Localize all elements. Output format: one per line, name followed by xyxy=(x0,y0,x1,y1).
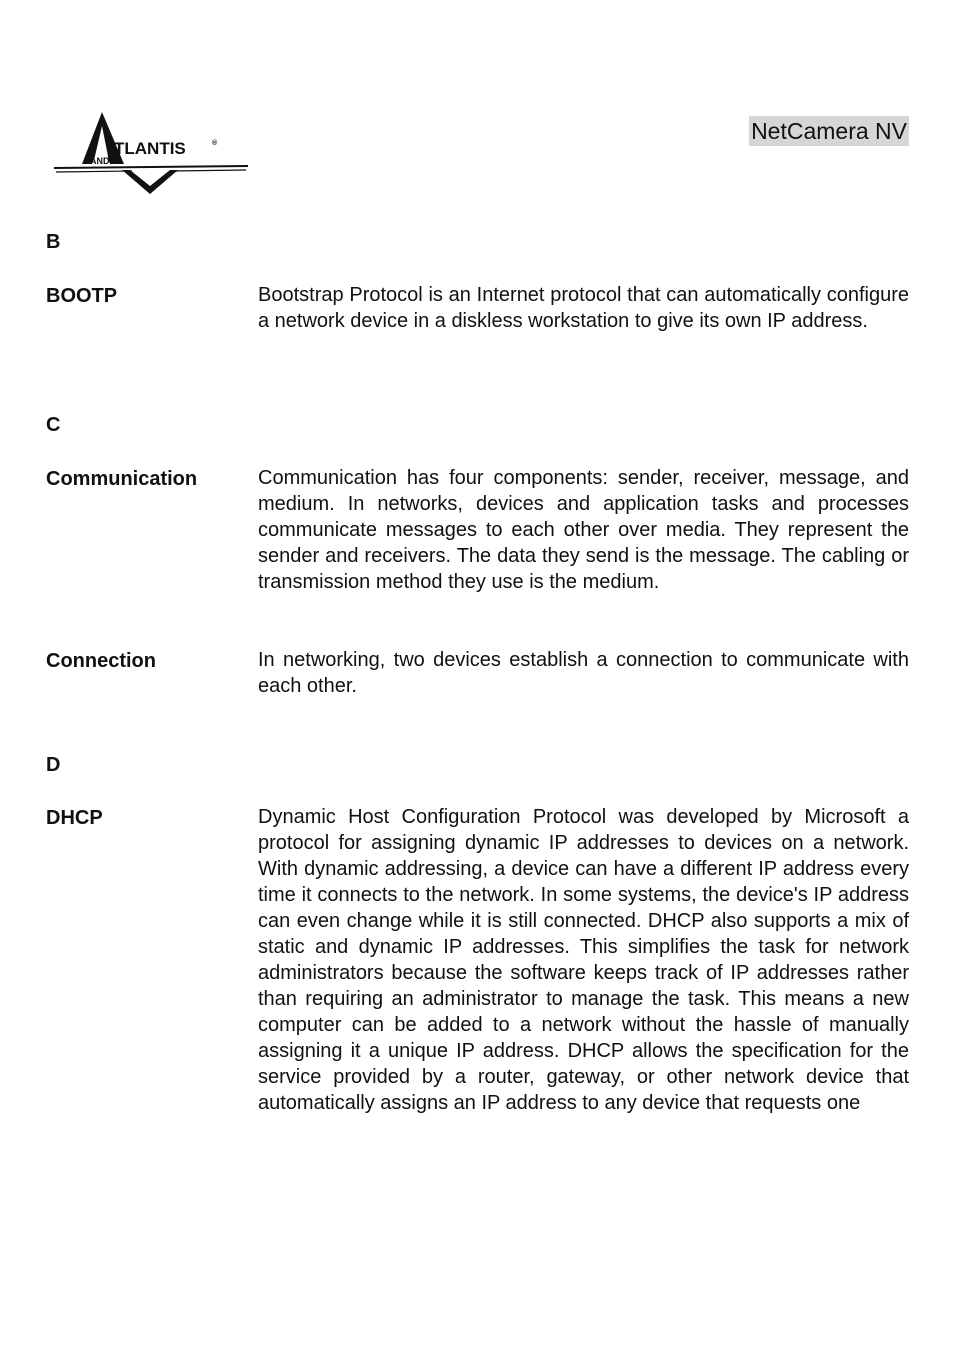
atlantis-land-logo xyxy=(52,108,250,200)
glossary-term-dhcp: DHCP xyxy=(46,807,103,829)
logo-text: TLANTIS xyxy=(114,139,186,158)
glossary-definition-dhcp: Dynamic Host Configuration Protocol was developed by Microsoft a protocol for assigning dynamic IP addresses to devices on a network. With dynamic addressing, a device can have a different IP address every time it connects to the network. In some systems, the device's IP address can even change while it is still connected. DHCP also supports a mix of static and dynamic IP addresses. This simplifies the task for network administrators because the software keeps track of IP addresses rather than requiring an administrator to manage the task. This means a new computer can be added to a network without the hassle of manually assigning it a unique IP address. DHCP allows the specification for the service provided by a router, gateway, or other network device that automatically assigns an IP address to any device that requests one xyxy=(258,806,909,1114)
glossary-term-bootp: BOOTP xyxy=(46,285,118,307)
glossary-term-connection: Connection xyxy=(46,650,156,672)
section-letter-c: C xyxy=(46,414,61,436)
logo-graphic xyxy=(52,108,250,200)
glossary-definition-bootp: Bootstrap Protocol is an Internet protocol that can automatically configure a network device in a diskless workstation to give its own IP address. xyxy=(258,284,909,332)
glossary-definition-connection: In networking, two devices establish a connection to communicate with each other. xyxy=(258,649,909,697)
logo-registered-mark: ® xyxy=(212,140,218,147)
logo-subtext: AND xyxy=(90,156,110,166)
section-letter-b: B xyxy=(46,231,61,253)
glossary-definition-communication: Communication has four components: sender, receiver, message, and medium. In networks, devices and application tasks and processes communicate messages to each other over media. They represent the sender and receivers. The data they send is the message. The cabling or transmission method they use is the medium. xyxy=(258,467,909,593)
product-name-tag: NetCamera NV xyxy=(751,118,907,144)
section-letter-d: D xyxy=(46,754,61,776)
glossary-term-communication: Communication xyxy=(46,468,198,490)
